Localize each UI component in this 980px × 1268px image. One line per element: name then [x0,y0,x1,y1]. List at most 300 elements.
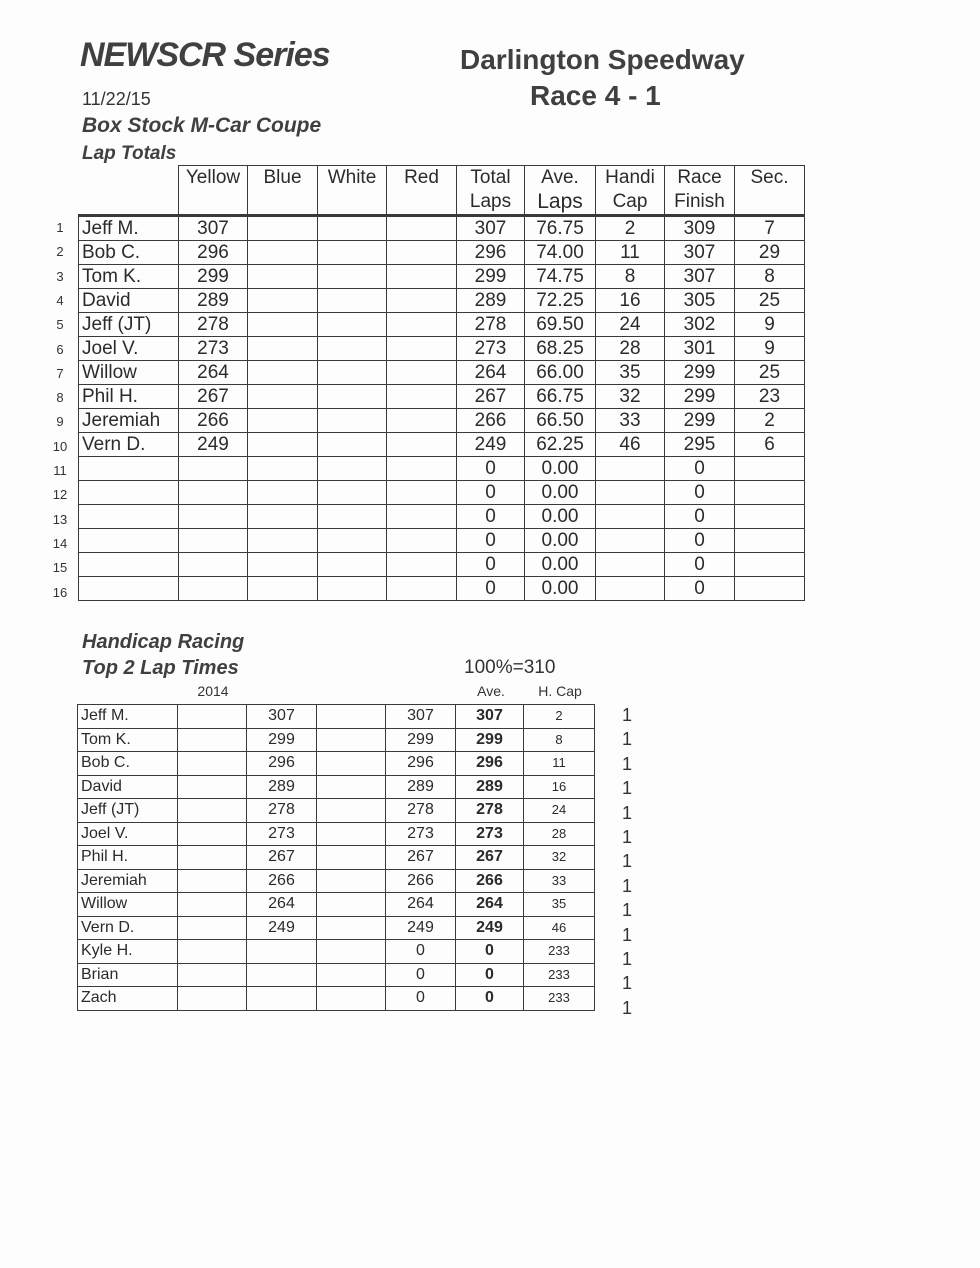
cell-blue [248,313,318,337]
cell-c3 [317,775,386,799]
cell-c3 [317,963,386,987]
row-number: 8 [56,390,64,406]
column-header-sub [248,190,318,216]
cell-hcap: 8 [524,728,595,752]
cell-ave: 76.75 [525,216,596,241]
cell-red [387,361,457,385]
cell-red [387,241,457,265]
cell-name: Phil H. [79,385,179,409]
cell-yellow: 307 [179,216,248,241]
cell-c4: 289 [386,775,456,799]
cell-finish: 0 [665,577,735,601]
column-header-sub: Finish [665,190,735,216]
cell-total: 266 [457,409,525,433]
cell-ave: 278 [456,799,524,823]
column-header: Yellow [179,166,248,191]
cell-yellow [179,529,248,553]
column-header-sub [179,190,248,216]
cell-white [318,241,387,265]
cell-total: 299 [457,265,525,289]
column-header: Ave. [525,166,596,191]
cell-c1 [178,752,247,776]
cell-hcap: 35 [524,893,595,917]
cell-ave: 0.00 [525,457,596,481]
cell-finish: 302 [665,313,735,337]
cell-name: David [79,289,179,313]
year-label: 2014 [197,683,229,699]
rank-mark: 1 [621,924,632,945]
cell-white [318,505,387,529]
cell-total: 0 [457,481,525,505]
cell-c2: 278 [247,799,317,823]
cell-sec: 25 [735,289,805,313]
cell-name: Jeff M. [78,705,178,729]
cell-ave: 267 [456,846,524,870]
cell-total: 0 [457,505,525,529]
cell-handicap: 32 [596,385,665,409]
cell-handicap: 33 [596,409,665,433]
column-header: Red [387,166,457,191]
cell-name: Bob C. [78,752,178,776]
cell-red [387,385,457,409]
cell-hcap: 2 [524,705,595,729]
table-row [79,409,805,433]
cell-blue [248,216,318,241]
cell-name: Bob C. [79,241,179,265]
cell-red [387,481,457,505]
cell-hcap: 32 [524,846,595,870]
table-row [79,241,805,265]
ave-label: Ave. [477,683,505,699]
header-row-top [79,166,805,191]
cell-ave: 264 [456,893,524,917]
cell-c3 [317,893,386,917]
cell-finish: 299 [665,409,735,433]
cell-ave: 0 [456,987,524,1011]
cell-ave: 0.00 [525,481,596,505]
row-number: 15 [52,560,68,576]
cell-total: 307 [457,216,525,241]
cell-blue [248,289,318,313]
cell-c1 [178,916,247,940]
cell-red [387,553,457,577]
cell-red [387,409,457,433]
series-title: NEWSCR Series [80,36,330,74]
cell-sec [735,481,805,505]
cell-name: Jeff M. [79,216,179,241]
cell-ave: 0 [456,940,524,964]
table-row [78,822,595,846]
cell-white [318,457,387,481]
cell-white [318,216,387,241]
cell-finish: 0 [665,481,735,505]
table-row [79,433,805,457]
row-number: 14 [52,535,68,551]
cell-c4: 266 [386,869,456,893]
cell-ave: 66.75 [525,385,596,409]
handicap-column-labels [78,683,598,701]
cell-white [318,553,387,577]
column-header-sub [318,190,387,216]
cell-c3 [317,869,386,893]
table-row [78,893,595,917]
cell-ave: 299 [456,728,524,752]
cell-red [387,433,457,457]
cell-c2: 289 [247,775,317,799]
cell-sec: 8 [735,265,805,289]
cell-yellow: 296 [179,241,248,265]
cell-c2: 299 [247,728,317,752]
rank-mark: 1 [621,949,632,969]
cell-ave: 72.25 [525,289,596,313]
table-row [79,529,805,553]
cell-c3 [317,799,386,823]
cell-name [79,481,179,505]
cell-white [318,265,387,289]
cell-total: 289 [457,289,525,313]
cell-c4: 267 [386,846,456,870]
table-row [79,216,805,241]
cell-handicap: 2 [596,216,665,241]
rank-mark: 1 [621,973,632,994]
column-header-sub: Cap [596,190,665,216]
cell-blue [248,505,318,529]
rank-mark: 1 [621,778,632,799]
row-number: 16 [52,584,68,600]
cell-ave: 69.50 [525,313,596,337]
row-number: 4 [56,292,64,308]
cell-c2: 249 [247,916,317,940]
cell-c4: 0 [386,987,456,1011]
cell-sec: 9 [735,337,805,361]
cell-hcap: 233 [524,963,595,987]
percent-label: 100%=310 [464,657,556,678]
cell-red [387,313,457,337]
table-row [78,775,595,799]
cell-name [79,577,179,601]
cell-name: Willow [79,361,179,385]
cell-c1 [178,846,247,870]
cell-c2: 266 [247,869,317,893]
table-row [78,752,595,776]
cell-sec [735,457,805,481]
race-date: 11/22/15 [82,89,151,109]
cell-handicap: 24 [596,313,665,337]
cell-yellow: 289 [179,289,248,313]
cell-c2 [247,987,317,1011]
table-row [79,361,805,385]
cell-c1 [178,728,247,752]
cell-name: Tom K. [79,265,179,289]
cell-name: Tom K. [78,728,178,752]
table-row [79,553,805,577]
cell-total: 273 [457,337,525,361]
row-number: 1 [56,220,64,235]
column-header-sub [735,190,805,216]
cell-c1 [178,705,247,729]
cell-ave: 0.00 [525,553,596,577]
handicap-subtitle: Top 2 Lap Times [82,657,239,679]
table-row [79,457,805,481]
cell-ave: 273 [456,822,524,846]
header-blank [79,166,179,191]
cell-blue [248,265,318,289]
cell-blue [248,457,318,481]
cell-name: David [78,775,178,799]
cell-c2: 264 [247,893,317,917]
cell-finish: 295 [665,433,735,457]
cell-ave: 266 [456,869,524,893]
cell-name: Willow [78,893,178,917]
cell-c1 [178,822,247,846]
cell-red [387,457,457,481]
rank-mark: 1 [621,802,632,823]
cell-ave: 0 [456,963,524,987]
table-row [78,705,595,729]
cell-total: 264 [457,361,525,385]
cell-sec [735,529,805,553]
cell-handicap [596,505,665,529]
cell-finish: 305 [665,289,735,313]
cell-c3 [317,822,386,846]
cell-c3 [317,705,386,729]
table-row [79,481,805,505]
cell-name: Brian [78,963,178,987]
cell-yellow [179,481,248,505]
row-number: 13 [52,511,68,527]
table-row [78,869,595,893]
rank-mark: 1 [621,753,632,774]
cell-white [318,385,387,409]
cell-yellow: 267 [179,385,248,409]
cell-blue [248,529,318,553]
cell-hcap: 233 [524,940,595,964]
cell-ave: 249 [456,916,524,940]
cell-ave: 296 [456,752,524,776]
cell-yellow [179,457,248,481]
cell-name: Jeff (JT) [78,799,178,823]
cell-handicap: 28 [596,337,665,361]
cell-finish: 299 [665,361,735,385]
cell-total: 0 [457,457,525,481]
header-blank [79,190,179,216]
cell-total: 0 [457,553,525,577]
cell-sec: 2 [735,409,805,433]
column-header: Handi [596,166,665,191]
cell-white [318,289,387,313]
cell-handicap [596,529,665,553]
cell-c1 [178,940,247,964]
cell-finish: 307 [665,241,735,265]
cell-blue [248,481,318,505]
cell-name: Phil H. [78,846,178,870]
cell-red [387,505,457,529]
row-number: 3 [56,268,64,284]
cell-finish: 0 [665,553,735,577]
cell-handicap [596,481,665,505]
cell-finish: 299 [665,385,735,409]
cell-c4: 307 [386,705,456,729]
rank-mark: 1 [621,997,632,1018]
cell-c3 [317,752,386,776]
cell-red [387,577,457,601]
cell-sec: 25 [735,361,805,385]
cell-hcap: 24 [524,799,595,823]
cell-red [387,265,457,289]
cell-c4: 278 [386,799,456,823]
rank-mark: 1 [621,705,632,725]
cell-yellow: 278 [179,313,248,337]
table-row [79,577,805,601]
table-row [79,385,805,409]
cell-name: Vern D. [79,433,179,457]
table-row [78,916,595,940]
cell-name [79,505,179,529]
cell-hcap: 11 [524,752,595,776]
class-title: Box Stock M-Car Coupe [82,114,322,137]
rank-mark: 1 [621,900,632,921]
cell-blue [248,361,318,385]
handicap-title: Handicap Racing [82,631,245,653]
cell-sec: 7 [735,216,805,241]
cell-c4: 296 [386,752,456,776]
rank-mark: 1 [621,729,632,750]
table-row [78,846,595,870]
rank-mark: 1 [621,827,632,847]
row-number: 9 [56,414,64,430]
cell-handicap [596,457,665,481]
cell-ave: 68.25 [525,337,596,361]
table-row [79,265,805,289]
venue-title: Darlington Speedway [460,44,745,75]
column-header-sub [387,190,457,216]
cell-name: Zach [78,987,178,1011]
cell-c4: 299 [386,728,456,752]
table-row [78,940,595,964]
cell-hcap: 233 [524,987,595,1011]
cell-ave: 66.50 [525,409,596,433]
cell-white [318,577,387,601]
cell-white [318,409,387,433]
cell-c2: 273 [247,822,317,846]
column-header-sub: Laps [457,190,525,216]
cell-c3 [317,916,386,940]
cell-ave: 74.00 [525,241,596,265]
cell-hcap: 28 [524,822,595,846]
rank-mark: 1 [621,875,632,896]
cell-c2: 296 [247,752,317,776]
cell-yellow [179,577,248,601]
cell-ave: 66.00 [525,361,596,385]
cell-red [387,216,457,241]
cell-white [318,361,387,385]
cell-handicap: 11 [596,241,665,265]
cell-c4: 0 [386,940,456,964]
cell-handicap: 46 [596,433,665,457]
header-row-bottom [79,190,805,216]
cell-total: 296 [457,241,525,265]
cell-yellow: 264 [179,361,248,385]
cell-name: Joel V. [78,822,178,846]
cell-blue [248,385,318,409]
cell-c3 [317,940,386,964]
cell-c4: 273 [386,822,456,846]
cell-ave: 0.00 [525,529,596,553]
cell-total: 278 [457,313,525,337]
cell-yellow [179,553,248,577]
cell-handicap: 16 [596,289,665,313]
cell-yellow [179,505,248,529]
column-header: Total [457,166,525,191]
race-title: Race 4 - 1 [530,80,661,111]
cell-name: Jeremiah [78,869,178,893]
cell-white [318,337,387,361]
table-row [79,289,805,313]
cell-name: Vern D. [78,916,178,940]
column-header: White [318,166,387,191]
cell-c4: 249 [386,916,456,940]
column-header: Sec. [735,166,805,191]
row-number: 2 [56,244,64,260]
cell-total: 0 [457,577,525,601]
cell-ave: 307 [456,705,524,729]
cell-blue [248,553,318,577]
row-number: 10 [52,438,68,454]
cell-yellow: 273 [179,337,248,361]
cell-blue [248,409,318,433]
row-number: 5 [56,317,64,333]
cell-name [79,553,179,577]
cell-name: Jeremiah [79,409,179,433]
cell-red [387,529,457,553]
cell-handicap [596,577,665,601]
table-row [78,799,595,823]
cell-c3 [317,728,386,752]
cell-ave: 289 [456,775,524,799]
cell-total: 267 [457,385,525,409]
cell-finish: 309 [665,216,735,241]
column-header-sub: Laps [525,190,596,216]
cell-c4: 0 [386,963,456,987]
cell-finish: 0 [665,529,735,553]
cell-handicap: 35 [596,361,665,385]
cell-sec [735,505,805,529]
cell-name: Kyle H. [78,940,178,964]
table-row [79,337,805,361]
hcap-label: H. Cap [538,683,582,699]
lap-totals-table [78,165,805,601]
cell-c3 [317,846,386,870]
cell-c1 [178,963,247,987]
cell-total: 0 [457,529,525,553]
cell-name: Jeff (JT) [79,313,179,337]
cell-finish: 301 [665,337,735,361]
cell-ave: 62.25 [525,433,596,457]
cell-ave: 0.00 [525,505,596,529]
cell-hcap: 46 [524,916,595,940]
column-header: Blue [248,166,318,191]
cell-c2 [247,963,317,987]
cell-c1 [178,893,247,917]
cell-c4: 264 [386,893,456,917]
row-number: 7 [56,365,64,381]
cell-white [318,529,387,553]
cell-c2 [247,940,317,964]
cell-blue [248,433,318,457]
cell-sec [735,577,805,601]
cell-c1 [178,869,247,893]
cell-name [79,457,179,481]
